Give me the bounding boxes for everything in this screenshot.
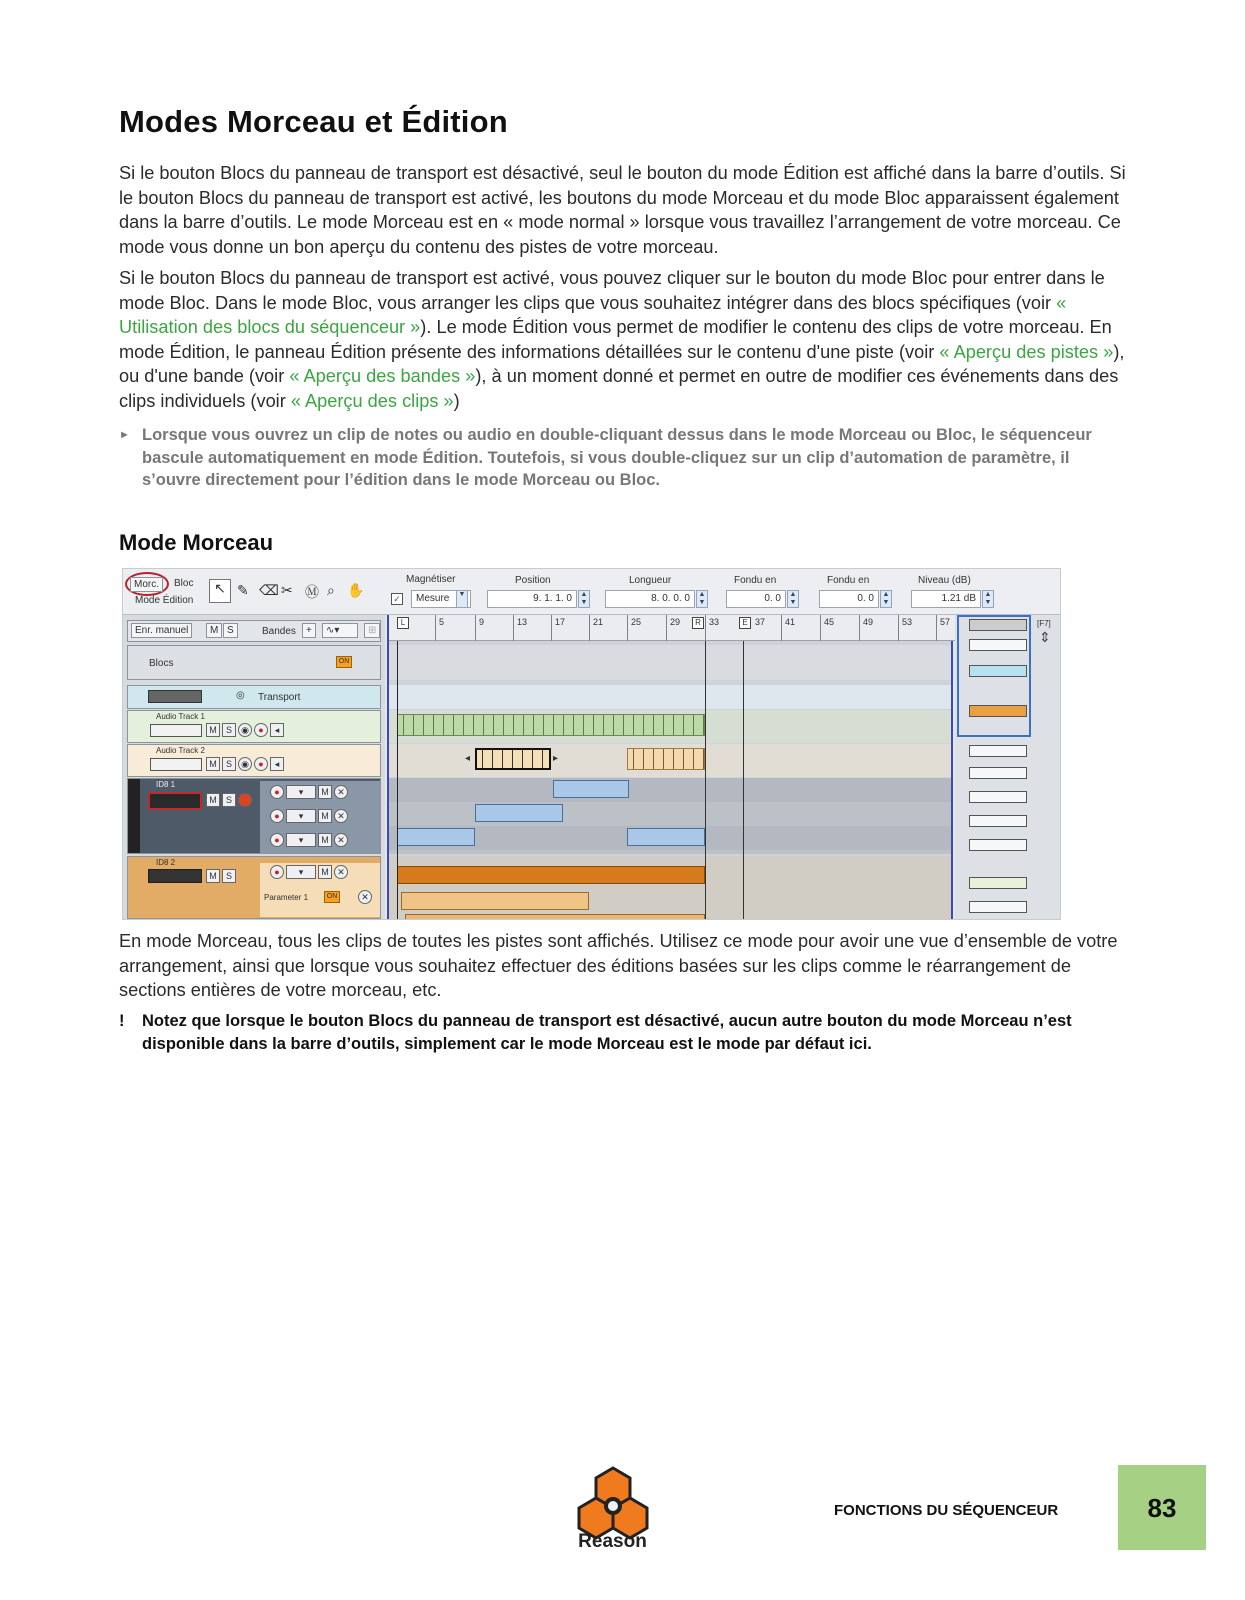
link-apercu-pistes[interactable]: « Aperçu des pistes » bbox=[939, 341, 1114, 362]
id8-1-device-icon bbox=[148, 792, 202, 810]
intro-paragraph: Si le bouton Blocs du panneau de transport est désactivé, seul le bouton du mode Édition est affiché dans la barre d’outils. Si le bouton Blocs du panneau de transport est activé, les boutons du mode Morceau et du mode Bloc apparaissent également dans la barre d’outils. Le mode Morceau est en « mode normal » lorsque vous travaillez l’arrangement de votre morceau. Ce mode vous donne un bon aperçu du contenu des pistes de votre morceau. bbox=[119, 163, 1126, 257]
transport-wave-icon: ◎ bbox=[236, 690, 245, 701]
transport-track bbox=[127, 685, 381, 709]
lane-2-mute[interactable]: M bbox=[318, 809, 332, 823]
mixer-strip-id8-1-lane-1[interactable] bbox=[969, 745, 1027, 757]
bloc-edition-paragraph bbox=[119, 266, 1129, 414]
right-locator[interactable]: R bbox=[692, 617, 704, 629]
audio-track-1-monitor-icon[interactable]: ◉ bbox=[238, 723, 252, 737]
id8-2-lanes bbox=[260, 863, 380, 917]
tip-note bbox=[119, 424, 1119, 492]
magnify-tool-icon[interactable]: ⌕ bbox=[327, 582, 335, 598]
id8-2-label: ID8 2 bbox=[156, 858, 176, 867]
id8-2-solo[interactable]: S bbox=[222, 869, 236, 883]
add-lane-button[interactable]: + bbox=[302, 623, 316, 638]
note-clip-4[interactable] bbox=[627, 828, 705, 846]
audio-track-2-solo[interactable]: S bbox=[222, 757, 236, 771]
note-clip-3[interactable] bbox=[397, 828, 475, 846]
link-apercu-bandes[interactable]: « Aperçu des bandes » bbox=[289, 366, 476, 387]
audio-2-clip-selected[interactable] bbox=[475, 748, 551, 770]
mixer-strip-parameter[interactable] bbox=[969, 901, 1027, 913]
mixer-strip-id8-1-lane-3[interactable] bbox=[969, 791, 1027, 803]
ruler-tick-41: 41 bbox=[781, 615, 795, 641]
audio-track-1-fader[interactable] bbox=[150, 724, 202, 737]
ruler-tick-33: 33 bbox=[705, 615, 719, 641]
longueur-field[interactable]: 8. 0. 0. 0 bbox=[605, 590, 695, 608]
lane-3-menu[interactable]: ▾ bbox=[286, 833, 316, 847]
pencil-tool-icon[interactable]: ✎ bbox=[237, 582, 249, 598]
ruler-tick-25: 25 bbox=[627, 615, 641, 641]
para2-text-1: Si le bouton Blocs du panneau de transport est activé, vous pouvez cliquer sur le bouton du mode Bloc pour entrer dans le mode Bloc. Dans le mode Bloc, vous arranger les clips que vous souhaitez intégrer dans des blocs spécifiques (voir bbox=[119, 268, 1105, 313]
mixer-strip-id8-1-lane-5[interactable] bbox=[969, 839, 1027, 851]
fondu-en-1-spinner-icon[interactable]: ▲ ▼ bbox=[787, 590, 799, 608]
id8-1-record-icon[interactable]: ● bbox=[238, 793, 252, 807]
song-position-line bbox=[397, 641, 398, 919]
audio-track-1-label: Audio Track 1 bbox=[156, 712, 205, 721]
parameter-1-label: Parameter 1 bbox=[264, 893, 309, 902]
end-marker-line bbox=[743, 641, 744, 919]
id8-1-lane-area bbox=[389, 778, 951, 854]
id8-1-mute[interactable]: M bbox=[206, 793, 220, 807]
ruler-tick-9: 9 bbox=[475, 615, 484, 641]
sequencer-timeline bbox=[387, 615, 953, 919]
important-note-text: Notez que lorsque le bouton Blocs du panneau de transport est désactivé, aucun autre bouton du mode Morceau n’est disponible dans la barre d’outils, simplement car le mode Morceau est le mode par défaut ici. bbox=[142, 1012, 1072, 1053]
niveau-spinner-icon[interactable]: ▲ ▼ bbox=[982, 590, 994, 608]
clip-resize-left-icon[interactable]: ◂ bbox=[465, 753, 471, 764]
link-utilisation-blocs[interactable]: « Utilisation des blocs du séquenceur » bbox=[119, 292, 1067, 338]
mute-all-button[interactable]: M bbox=[206, 623, 222, 638]
left-locator[interactable]: L bbox=[397, 617, 409, 629]
fondu-en-2-spinner-icon[interactable]: ▲ ▼ bbox=[880, 590, 892, 608]
resize-panel-icon[interactable]: ⇕ bbox=[1039, 629, 1051, 645]
audio-track-1-solo[interactable]: S bbox=[222, 723, 236, 737]
magnetiser-checkbox[interactable]: ✓ bbox=[391, 593, 403, 605]
para2-text-3: ), ou d'une bande (voir bbox=[119, 341, 1125, 387]
mute-tool-icon[interactable]: Ⓜ bbox=[305, 584, 319, 600]
id8-1-lane-3-controls bbox=[270, 833, 350, 847]
razor-tool-icon[interactable]: ✂ bbox=[281, 582, 293, 598]
id8-2-lane-record-icon[interactable]: ● bbox=[270, 865, 284, 879]
ruler-tick-29: 29 bbox=[666, 615, 680, 641]
tip-arrow-icon: ► bbox=[119, 429, 130, 441]
magnetiser-dropdown-icon[interactable]: ▼ bbox=[456, 590, 468, 608]
blocs-track bbox=[127, 645, 381, 680]
tip-text: Lorsque vous ouvrez un clip de notes ou audio en double-cliquant dessus dans le mode Morceau ou Bloc, le séquenceur bascule automatiquement en mode Édition. Toutefois, si vous double-cliquez sur un clip d’automation de paramètre, il s’ouvre directement pour l’édition dans le mode Morceau ou Bloc. bbox=[142, 426, 1092, 489]
ruler-tick-49: 49 bbox=[859, 615, 873, 641]
id8-2-lane-mute[interactable]: M bbox=[318, 865, 332, 879]
lane-3-mute[interactable]: M bbox=[318, 833, 332, 847]
mixer-strip-transport[interactable] bbox=[969, 619, 1027, 631]
audio-track-1-controls bbox=[206, 723, 286, 737]
mixer-strip-id8-1[interactable] bbox=[969, 705, 1027, 717]
section-heading: Mode Morceau bbox=[119, 530, 274, 555]
audio-track-2-label: Audio Track 2 bbox=[156, 746, 205, 755]
id8-2-mute[interactable]: M bbox=[206, 869, 220, 883]
parameter-automation-clip-2[interactable] bbox=[405, 914, 705, 920]
right-locator-line bbox=[705, 641, 706, 919]
lane-3-record-icon[interactable]: ● bbox=[270, 833, 284, 847]
mixer-strip-audio-1[interactable] bbox=[969, 639, 1027, 651]
longueur-spinner-icon[interactable]: ▲ ▼ bbox=[696, 590, 708, 608]
id8-2-note-clip[interactable] bbox=[397, 866, 705, 884]
link-apercu-clips[interactable]: « Aperçu des clips » bbox=[290, 390, 454, 411]
arrow-tool-icon[interactable]: ↖ bbox=[209, 579, 231, 603]
lane-2-delete-icon[interactable]: ✕ bbox=[334, 809, 348, 823]
ruler-tick-21: 21 bbox=[589, 615, 603, 641]
ruler-tick-45: 45 bbox=[820, 615, 834, 641]
exclamation-icon: ! bbox=[119, 1012, 125, 1030]
transport-device-icon bbox=[148, 690, 202, 703]
transport-track-label: Transport bbox=[258, 692, 301, 703]
f7-shortcut-label: [F7] bbox=[1037, 619, 1051, 628]
niveau-field[interactable]: 1.21 dB bbox=[911, 590, 981, 608]
sequencer-screenshot bbox=[122, 568, 1061, 920]
mixer-strip-id8-1-lane-2[interactable] bbox=[969, 767, 1027, 779]
lane-2-record-icon[interactable]: ● bbox=[270, 809, 284, 823]
note-clip-2[interactable] bbox=[475, 804, 563, 822]
fondu-en-2-field[interactable]: 0. 0 bbox=[819, 590, 879, 608]
bar-ruler bbox=[389, 615, 955, 641]
id8-1-color-strip bbox=[128, 779, 140, 853]
fondu-en-2-label: Fondu en bbox=[827, 575, 870, 586]
tool-palette bbox=[209, 579, 383, 605]
audio-track-2 bbox=[127, 744, 381, 777]
mixer-strip-id8-2[interactable] bbox=[969, 877, 1027, 889]
id8-1-sub-lane-1 bbox=[389, 778, 951, 802]
id8-2-track bbox=[127, 856, 381, 919]
audio-track-1-speaker-icon[interactable]: ◂ bbox=[270, 723, 284, 737]
lane-1-menu[interactable]: ▾ bbox=[286, 785, 316, 799]
audio-track-1-mute[interactable]: M bbox=[206, 723, 220, 737]
solo-all-button[interactable]: S bbox=[223, 623, 238, 638]
lane-1-delete-icon[interactable]: ✕ bbox=[334, 785, 348, 799]
hand-tool-icon[interactable]: ✋ bbox=[347, 582, 365, 598]
position-field[interactable]: 9. 1. 1. 0 bbox=[487, 590, 577, 608]
lane-3-delete-icon[interactable]: ✕ bbox=[334, 833, 348, 847]
ruler-tick-17: 17 bbox=[551, 615, 565, 641]
lane-2-menu[interactable]: ▾ bbox=[286, 809, 316, 823]
audio-track-2-speaker-icon[interactable]: ◂ bbox=[270, 757, 284, 771]
position-spinner-icon[interactable]: ▲ ▼ bbox=[578, 590, 590, 608]
important-note bbox=[119, 1010, 1119, 1055]
id8-1-lane-2-controls bbox=[270, 809, 350, 823]
magnetiser-label: Magnétiser bbox=[406, 574, 456, 585]
audio-track-1 bbox=[127, 710, 381, 743]
ruler-tick-13: 13 bbox=[513, 615, 527, 641]
audio-track-2-controls bbox=[206, 757, 286, 771]
audio-2-lane bbox=[389, 744, 951, 777]
id8-1-solo[interactable]: S bbox=[222, 793, 236, 807]
track-list bbox=[123, 615, 385, 919]
niveau-label: Niveau (dB) bbox=[918, 575, 971, 586]
page-title: Modes Morceau et Édition bbox=[119, 104, 508, 139]
morceau-paragraph: En mode Morceau, tous les clips de toutes les pistes sont affichés. Utilisez ce mode pour avoir une vue d’ensemble de votre arrangement, ainsi que lorsque vous souhaitez effectuer des éditions basées sur les clips comme le réarrangement de sections entières de votre morceau, etc. bbox=[119, 931, 1118, 1001]
blocs-track-label: Blocs bbox=[149, 658, 174, 669]
track-list-header bbox=[127, 620, 381, 642]
audio-2-clip-2[interactable] bbox=[627, 748, 705, 770]
id8-1-controls bbox=[206, 793, 254, 807]
lane-menu-button[interactable]: ∿▾ bbox=[322, 623, 358, 638]
audio-1-clip[interactable] bbox=[397, 714, 705, 736]
fondu-en-1-field[interactable]: 0. 0 bbox=[726, 590, 786, 608]
parameter-1-on-button[interactable]: ON bbox=[324, 891, 340, 903]
transport-lane bbox=[389, 685, 951, 709]
fondu-en-1-label: Fondu en bbox=[734, 575, 777, 586]
clip-resize-right-icon[interactable]: ▸ bbox=[553, 753, 559, 764]
para2-text-2: ). Le mode Édition vous permet de modifier le contenu des clips de votre morceau. En mode Édition, le panneau Édition présente des informations détaillées sur le contenu d'une piste (voir bbox=[119, 317, 1112, 362]
id8-1-lane-1-controls bbox=[270, 785, 350, 799]
ruler-tick-5: 5 bbox=[435, 615, 444, 641]
blocs-lane bbox=[389, 645, 951, 680]
audio-track-2-mute[interactable]: M bbox=[206, 757, 220, 771]
mini-mixer-panel bbox=[955, 615, 1060, 919]
longueur-label: Longueur bbox=[629, 575, 672, 586]
eraser-tool-icon[interactable]: ⌫ bbox=[259, 582, 279, 598]
audio-track-2-monitor-icon[interactable]: ◉ bbox=[238, 757, 252, 771]
audio-track-2-record-icon[interactable]: ● bbox=[254, 757, 268, 771]
enr-manuel-button[interactable]: Enr. manuel bbox=[131, 623, 192, 638]
id8-1-lanes bbox=[260, 781, 380, 853]
bandes-label: Bandes bbox=[262, 626, 296, 637]
sequencer-toolbar bbox=[123, 569, 1060, 615]
lane-extra-button[interactable]: ⊞ bbox=[364, 623, 380, 638]
id8-2-controls bbox=[206, 869, 238, 883]
audio-track-1-record-icon[interactable]: ● bbox=[254, 723, 268, 737]
footer-section-title: FONCTIONS DU SÉQUENCEUR bbox=[834, 1502, 1059, 1519]
audio-track-2-fader[interactable] bbox=[150, 758, 202, 771]
reason-logo-text: Reason bbox=[578, 1531, 647, 1552]
parameter-1-delete-icon[interactable]: ✕ bbox=[358, 890, 372, 904]
ruler-tick-37: 37 bbox=[755, 617, 766, 627]
id8-2-lane-controls bbox=[270, 865, 350, 879]
morc-button[interactable]: Morc. bbox=[130, 577, 163, 592]
page-number: 83 bbox=[1147, 1493, 1177, 1523]
id8-2-device-icon bbox=[148, 869, 202, 883]
para2-text-5: ) bbox=[453, 390, 460, 411]
bloc-button[interactable]: Bloc bbox=[174, 578, 194, 589]
lane-1-record-icon[interactable]: ● bbox=[270, 785, 284, 799]
audio-1-lane bbox=[389, 710, 951, 743]
id8-2-lane-menu[interactable]: ▾ bbox=[286, 865, 316, 879]
id8-1-track bbox=[127, 778, 381, 854]
lane-1-mute[interactable]: M bbox=[318, 785, 332, 799]
magnetiser-select[interactable]: Mesure bbox=[411, 590, 471, 608]
parameter-1-delete[interactable] bbox=[358, 890, 374, 904]
mixer-strip-audio-2[interactable] bbox=[969, 665, 1027, 677]
end-marker[interactable]: E bbox=[739, 617, 751, 629]
position-label: Position bbox=[515, 575, 551, 586]
id8-1-label: ID8 1 bbox=[156, 780, 176, 789]
id8-2-lane-area bbox=[389, 856, 951, 919]
id8-2-lane-delete-icon[interactable]: ✕ bbox=[334, 865, 348, 879]
ruler-tick-53: 53 bbox=[898, 615, 912, 641]
mode-edition-button[interactable]: Mode Édition bbox=[135, 595, 194, 606]
ruler-tick-57: 57 bbox=[936, 615, 950, 641]
note-clip-1[interactable] bbox=[553, 780, 629, 798]
mixer-strip-id8-1-lane-4[interactable] bbox=[969, 815, 1027, 827]
parameter-automation-clip[interactable] bbox=[401, 892, 589, 910]
blocs-on-button[interactable]: ON bbox=[336, 656, 352, 668]
para2-text-4: ), à un moment donné et permet en outre de modifier ces événements dans des clips individuels (voir bbox=[119, 366, 1119, 411]
